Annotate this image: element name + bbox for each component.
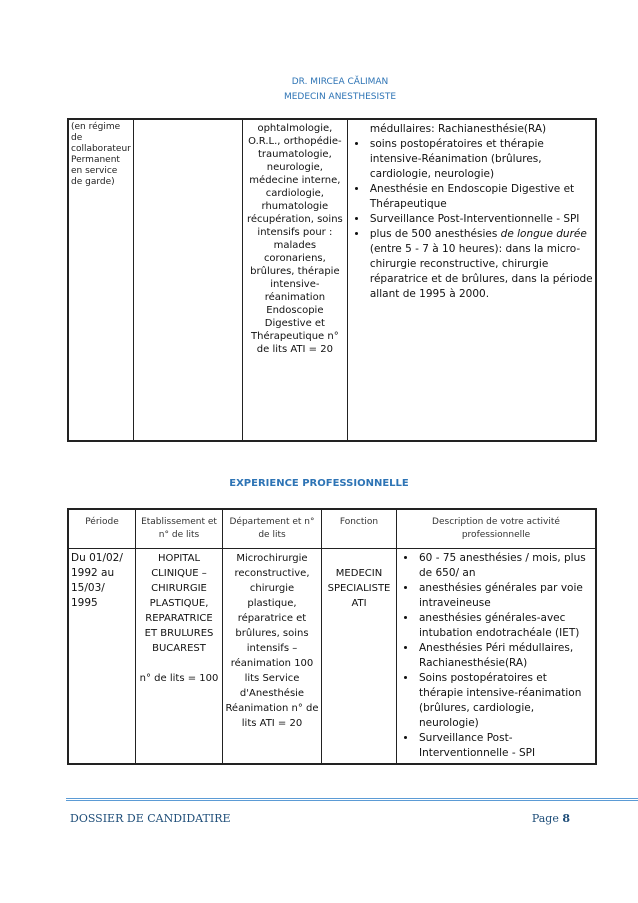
row-department-cell [223,549,322,765]
doctor-name: DR. MIRCEA CĂLIMAN [291,77,389,87]
footer-divider-2 [66,800,638,801]
description-item: • anesthésies générales par voie intraveineuse [417,581,593,611]
t1-col4-item: • Anesthésie en Endoscopie Digestive et Thérapeutique [368,182,593,212]
t1-col4-last-post: (entre 5 - 7 à 10 heures): dans la micro-chirurgie reconstructive, chirurgie réparatrice et de brûlures, dans la période allant de 1995 à 2000. [369,243,593,300]
t1-col2 [133,119,242,441]
t1-col4-item: • Surveillance Post-Interventionnelle - SPI [368,212,593,227]
row-period-cell [68,549,136,765]
row-department: Microchirurgie reconstructive, chirurgie plastique, réparatrice et brûlures, soins intensifs – réanimation 100 lits Service d'Anesthésie Réanimation n° de lits ATI = 20 [225,553,319,729]
description-item: • Soins postopératoires et thérapie intensive-réanimation (brûlures, cardiologie, neurologie) [417,671,593,731]
t1-col4-item: • soins postopératoires et thérapie intensive-Réanimation (brûlures, cardiologie, neurologie) [368,137,593,182]
row-establishment-beds: n° de lits = 100 [139,673,219,684]
header-period: Période [68,509,136,549]
page-label: Page [531,812,563,825]
row-function-cell [322,549,397,765]
section-title: EXPERIENCE PROFESSIONNELLE [229,478,409,489]
header-establishment: Etablissement et n° de lits [136,509,223,549]
table-row [68,549,596,765]
row-period: Du 01/02/ 1992 au 15/03/ 1995 [71,552,123,609]
row-description-cell [397,549,597,765]
description-item: • Surveillance Post-Interventionnelle - SPI [417,731,593,761]
t1-col3 [242,119,347,441]
row-establishment-cell [136,549,223,765]
page-header [0,75,638,105]
t1-col3-text: ophtalmologie, O.R.L., orthopédie-traumatologie, neurologie, médecine interne, cardiologie, rhumatologie récupération, soins intensifs pour : malades coronariens, brûlures, thérapie intensive-réanimation Endoscopie Digestive et Thérapeutique n° de lits ATI = 20 [246,123,343,355]
page-number: 8 [562,812,570,825]
description-item: • Anesthésies Péri médullaires, Rachianesthésie(RA) [417,641,593,671]
header-function: Fonction [322,509,397,549]
row-function: MEDECIN SPECIALISTE ATI [327,568,391,609]
page-number-label [532,812,570,825]
experience-table [67,508,597,765]
header-description: Description de votre activité professionnelle [397,509,597,549]
description-item: • 60 - 75 anesthésies / mois, plus de 650/ an [417,551,593,581]
t1-col4-last-italic: de longue durée [500,228,587,240]
t1-col4-item-last [368,227,593,302]
t1-col1 [68,119,133,441]
t1-col1-text: (en régime de collaborateur Permanent en service de garde) [71,122,131,187]
t1-col4 [347,119,596,441]
previous-table [67,118,597,442]
table-header-row [68,509,596,549]
t1-col4-lead: médullaires: Rachianesthésie(RA) [369,123,547,135]
t1-col4-last-pre: plus de 500 anesthésies [369,228,501,240]
header-department: Département et n° de lits [223,509,322,549]
description-item: • anesthésies générales-avec intubation endotrachéale (IET) [417,611,593,641]
row-establishment: HOPITAL CLINIQUE – CHIRURGIE PLASTIQUE, REPARATRICE ET BRULURES BUCAREST [144,553,214,654]
footer-doc-title: DOSSIER DE CANDIDATIRE [70,812,231,825]
footer-divider [66,798,638,799]
doctor-title: MEDECIN ANESTHESISTE [283,92,397,102]
page-footer [70,812,570,825]
